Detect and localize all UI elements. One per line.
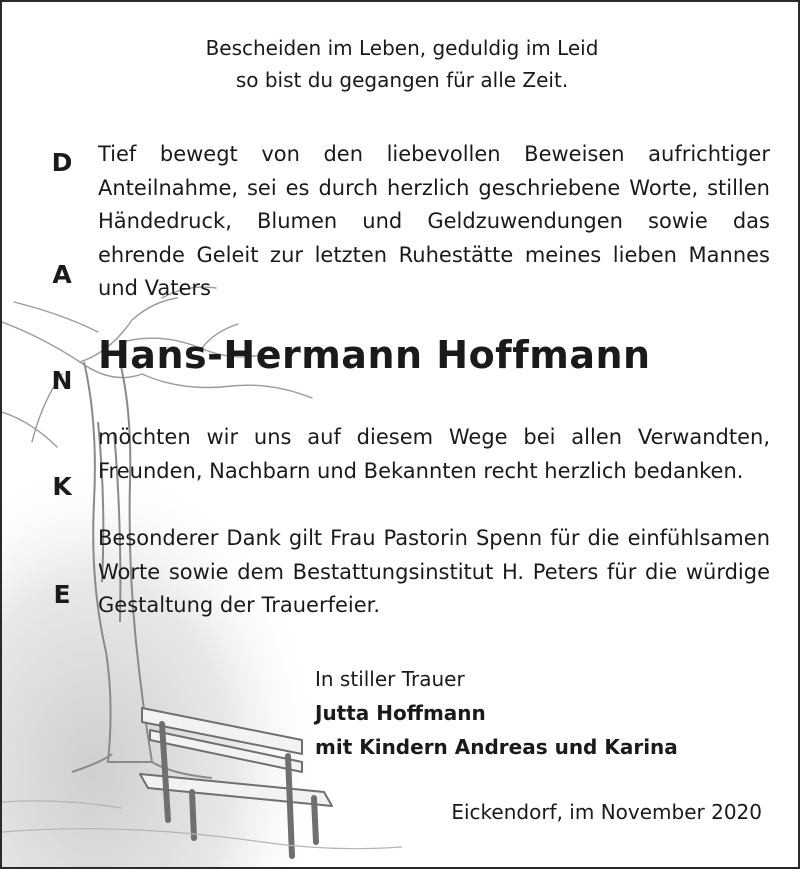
signer-family: mit Kindern Andreas und Karina [315, 735, 678, 759]
side-letter-e: E [53, 580, 71, 609]
side-letter-k: K [52, 472, 72, 501]
deceased-name: Hans-Hermann Hoffmann [98, 333, 651, 377]
opening-poem [2, 32, 800, 96]
side-letter-n: N [51, 366, 73, 395]
side-letter-d: D [51, 148, 73, 177]
place-and-date: Eickendorf, im November 2020 [451, 800, 762, 824]
mourning-line: In stiller Trauer [315, 667, 465, 691]
signer-name: Jutta Hoffmann [315, 701, 486, 725]
thanks-paragraph: möchten wir uns auf diesem Wege bei allen Verwandten, Freunden, Nachbarn und Bekannten recht herzlich bedanken. [98, 425, 770, 483]
intro-paragraph: Tief bewegt von den liebevollen Beweisen aufrichtiger Anteilnahme, sei es durch herzlich geschriebene Worte, stillen Händedruck, Blumen und Geldzuwendungen sowie das ehrende Geleit zur letzten Ruhestätte meines lieben Mannes und Vaters [98, 142, 770, 300]
poem-line-1: Bescheiden im Leben, geduldig im Leid [205, 36, 599, 60]
poem-line-2: so bist du gegangen für alle Zeit. [235, 68, 569, 92]
side-letter-a: A [52, 260, 72, 289]
signature-block [315, 662, 678, 764]
special-thanks-paragraph: Besonderer Dank gilt Frau Pastorin Spenn für die einfühlsamen Worte sowie dem Bestattungsinstitut H. Peters für die würdige Gestaltung der Trauerfeier. [98, 526, 770, 617]
